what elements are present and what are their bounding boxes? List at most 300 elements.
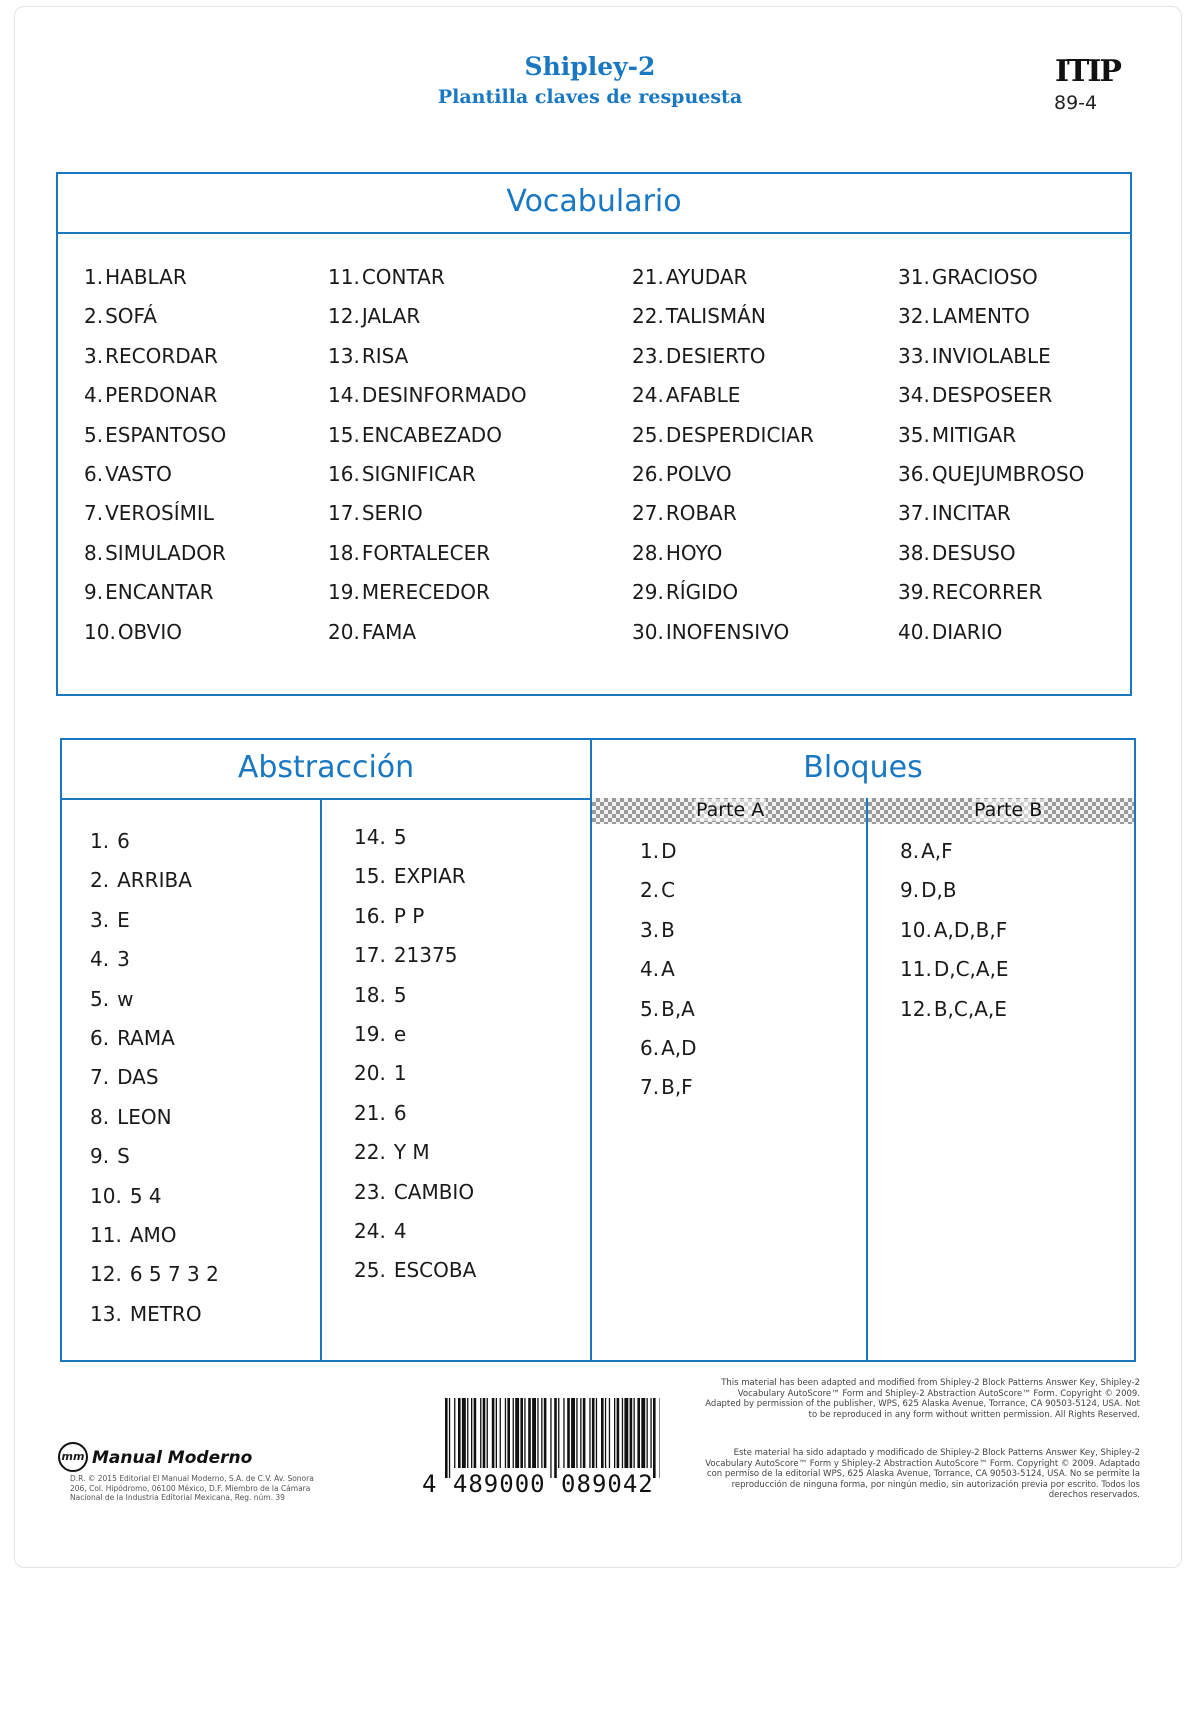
item-answer: B,A — [661, 996, 695, 1021]
item-number: 36. — [898, 462, 930, 487]
abstraccion-title: Abstracción — [237, 750, 415, 785]
item-answer: HABLAR — [105, 265, 187, 289]
item-number: 14. — [328, 383, 360, 408]
item-number: 17. — [328, 501, 360, 526]
item-answer: INCITAR — [931, 501, 1011, 526]
item-answer: FAMA — [361, 619, 417, 644]
item-answer: CAMBIO — [393, 1179, 475, 1204]
item-number: 13. — [328, 343, 360, 368]
item-number: 22. — [632, 304, 664, 329]
item-answer: RÍGIDO — [665, 580, 739, 605]
item-number: 10. — [84, 619, 116, 644]
item-answer: RISA — [361, 343, 409, 368]
list-item — [354, 818, 476, 857]
list-item — [328, 376, 527, 415]
parte-b-header — [868, 798, 1134, 824]
list-item — [632, 613, 814, 652]
barcode-bar — [505, 1398, 506, 1468]
item-answer: LAMENTO — [931, 304, 1030, 329]
list-item — [354, 897, 476, 936]
list-item — [84, 494, 226, 533]
list-item — [900, 832, 1009, 871]
item-answer: 5 — [393, 982, 407, 1007]
item-answer: B,C,A,E — [933, 996, 1007, 1021]
item-answer: E — [117, 907, 130, 932]
item-answer: INVIOLABLE — [931, 343, 1051, 368]
item-number: 20. — [354, 1061, 386, 1086]
barcode-bar — [583, 1398, 586, 1468]
barcode-bar — [592, 1398, 595, 1468]
item-number: 40. — [898, 619, 930, 644]
list-item — [328, 455, 527, 494]
parte-b-label: Parte B — [974, 799, 1043, 821]
barcode-bar — [507, 1398, 510, 1468]
item-number: 6. — [84, 462, 104, 487]
barcode-bar — [492, 1398, 495, 1468]
barcode-bar — [637, 1398, 640, 1468]
item-answer: ENCANTAR — [105, 580, 214, 605]
item-number: 16. — [354, 903, 386, 928]
list-item — [632, 573, 814, 612]
item-number: 38. — [898, 540, 930, 565]
item-number: 26. — [632, 462, 664, 487]
copyright-english: This material has been adapted and modified from Shipley-2 Block Patterns Answer Key, Shipley-2 Vocabulary AutoScore™ Form and Shipley-2 Abstraction AutoScore™ Form. Copyright © 2009. Adapted by permission of the publisher, WPS, 625 Alaska Avenue, Torrance, CA 90503-5124, USA. Not to be reproduced in any form without written permission. All Rights Reserved. — [705, 1378, 1140, 1420]
item-number: 24. — [354, 1219, 386, 1244]
barcode-bar — [641, 1398, 645, 1468]
item-answer: Y M — [393, 1140, 430, 1165]
item-answer: VASTO — [105, 462, 172, 487]
item-number: 14. — [354, 825, 386, 849]
barcode-bar — [541, 1398, 542, 1468]
list-item — [328, 613, 527, 652]
item-answer: VEROSÍMIL — [105, 501, 214, 526]
barcode-bar — [634, 1398, 635, 1468]
item-number: 7. — [90, 1065, 110, 1090]
barcode-bar — [650, 1398, 651, 1468]
list-item — [354, 1015, 476, 1054]
item-answer: e — [393, 1022, 407, 1047]
list-item — [354, 976, 476, 1015]
list-item — [900, 990, 1009, 1029]
item-answer: ENCABEZADO — [361, 422, 502, 447]
list-item — [90, 1019, 219, 1058]
list-item — [632, 416, 814, 455]
item-answer: A — [661, 957, 675, 982]
item-number: 21. — [354, 1100, 386, 1125]
item-number: 6. — [90, 1026, 110, 1051]
item-answer: METRO — [129, 1301, 202, 1326]
barcode-bar — [520, 1398, 523, 1468]
item-answer: DESINFORMADO — [361, 383, 527, 408]
item-number: 34. — [898, 383, 930, 408]
item-number: 23. — [632, 343, 664, 368]
list-item — [84, 613, 226, 652]
barcode-bar — [496, 1398, 497, 1468]
item-number: 15. — [328, 422, 360, 447]
item-answer: AMO — [129, 1223, 177, 1248]
item-number: 27. — [632, 501, 664, 526]
item-number: 15. — [354, 864, 386, 889]
barcode-bar — [483, 1398, 486, 1468]
list-item — [84, 297, 226, 336]
item-number: 23. — [354, 1179, 386, 1204]
item-number: 5. — [640, 996, 660, 1021]
list-item — [328, 534, 527, 573]
item-answer: D,C,A,E — [933, 957, 1009, 982]
item-number: 3. — [84, 343, 104, 368]
item-number: 22. — [354, 1140, 386, 1165]
list-item — [640, 911, 697, 950]
item-answer: 3 — [117, 947, 130, 972]
list-item — [898, 416, 1084, 455]
item-answer: ESCOBA — [393, 1258, 477, 1283]
item-answer: D,B — [921, 878, 957, 903]
list-item — [898, 337, 1084, 376]
item-answer: ROBAR — [665, 501, 737, 526]
list-item — [632, 494, 814, 533]
list-item — [354, 1212, 476, 1251]
item-answer: 5 — [393, 825, 407, 849]
list-item — [328, 297, 527, 336]
item-number: 12. — [900, 996, 932, 1021]
vocabulario-column-3 — [632, 258, 814, 652]
item-answer: FORTALECER — [361, 540, 491, 565]
item-answer: A,F — [921, 839, 953, 863]
barcode-bar — [458, 1398, 461, 1468]
barcode-bar — [617, 1398, 620, 1468]
item-number: 2. — [90, 868, 110, 893]
list-item — [640, 871, 697, 910]
barcode-bar — [576, 1398, 577, 1468]
item-number: 19. — [354, 1022, 386, 1047]
vocabulario-column-1 — [84, 258, 226, 652]
item-number: 3. — [640, 917, 660, 942]
item-answer: DESPERDICIAR — [665, 422, 814, 447]
item-number: 31. — [898, 265, 930, 289]
item-answer: DESPOSEER — [931, 383, 1053, 408]
list-item — [900, 950, 1009, 989]
item-number: 3. — [90, 907, 110, 932]
list-item — [328, 337, 527, 376]
barcode-bar — [513, 1398, 514, 1468]
item-answer: EXPIAR — [393, 864, 466, 889]
item-number: 11. — [90, 1223, 122, 1248]
item-number: 7. — [84, 501, 104, 526]
item-number: 2. — [640, 878, 660, 903]
item-number: 17. — [354, 943, 386, 968]
item-number: 4. — [84, 383, 104, 408]
barcode-bar — [614, 1398, 615, 1468]
list-item — [640, 832, 697, 871]
list-item — [898, 455, 1084, 494]
list-item — [90, 1295, 219, 1334]
list-item — [354, 936, 476, 975]
abstraccion-bloques-section — [60, 738, 1136, 1362]
item-answer: SOFÁ — [105, 304, 157, 329]
list-item — [90, 1216, 219, 1255]
item-number: 25. — [354, 1258, 386, 1283]
barcode-bar — [589, 1398, 590, 1468]
item-number: 37. — [898, 501, 930, 526]
item-number: 12. — [328, 304, 360, 329]
item-answer: RECORRER — [931, 580, 1043, 605]
item-answer: TALISMÁN — [665, 304, 766, 329]
item-answer: P P — [393, 903, 425, 928]
list-item — [632, 258, 814, 297]
page-subtitle: Plantilla claves de respuesta — [437, 86, 743, 108]
bloques-parte-b-list — [900, 832, 1009, 1029]
barcode-bar — [571, 1398, 575, 1468]
bloques-title: Bloques — [803, 750, 923, 785]
list-item — [328, 258, 527, 297]
list-item — [84, 337, 226, 376]
list-item — [90, 1098, 219, 1137]
vocabulario-title: Vocabulario — [506, 184, 682, 219]
item-number: 1. — [90, 829, 110, 853]
list-item — [90, 901, 219, 940]
barcode-bar — [532, 1398, 536, 1468]
item-number: 35. — [898, 422, 930, 447]
barcode-bar — [524, 1398, 525, 1468]
list-item — [898, 376, 1084, 415]
item-number: 25. — [632, 422, 664, 447]
item-answer: 5 4 — [129, 1183, 162, 1208]
list-item — [632, 455, 814, 494]
item-answer: CONTAR — [361, 265, 445, 289]
item-answer: S — [117, 1144, 130, 1169]
list-item — [90, 1177, 219, 1216]
item-answer: DAS — [117, 1065, 159, 1090]
list-item — [90, 1137, 219, 1176]
list-item — [90, 822, 219, 861]
publisher-logo-icon: mm — [58, 1442, 88, 1472]
list-item — [84, 258, 226, 297]
item-answer: JALAR — [361, 304, 421, 329]
barcode-bar — [653, 1398, 656, 1478]
barcode-bar — [487, 1398, 488, 1468]
list-item — [900, 871, 1009, 910]
item-answer: DESIERTO — [665, 343, 766, 368]
barcode-bar — [544, 1398, 547, 1468]
item-number: 7. — [640, 1075, 660, 1100]
barcode-bar — [605, 1398, 606, 1468]
page-title: Shipley-2 — [524, 52, 656, 81]
item-answer: GRACIOSO — [931, 265, 1038, 289]
item-number: 28. — [632, 540, 664, 565]
barcode-bar — [622, 1398, 623, 1468]
barcode-bar — [454, 1398, 455, 1468]
divider — [866, 800, 868, 1360]
list-item — [898, 258, 1084, 297]
list-item — [354, 1251, 476, 1290]
item-answer: ESPANTOSO — [105, 422, 227, 447]
item-number: 39. — [898, 580, 930, 605]
barcode-bar — [630, 1398, 633, 1468]
bloques-parte-a-list — [640, 832, 697, 1108]
divider — [320, 800, 322, 1360]
item-number: 30. — [632, 619, 664, 644]
barcode-bar — [563, 1398, 564, 1468]
item-number: 29. — [632, 580, 664, 605]
barcode-bar — [580, 1398, 581, 1468]
list-item — [898, 613, 1084, 652]
item-number: 10. — [90, 1183, 122, 1208]
list-item — [328, 416, 527, 455]
list-item — [898, 573, 1084, 612]
item-number: 9. — [84, 580, 104, 605]
barcode-bar — [528, 1398, 531, 1468]
item-number: 12. — [90, 1262, 122, 1287]
item-number: 33. — [898, 343, 930, 368]
item-answer: RAMA — [117, 1026, 175, 1051]
list-item — [84, 455, 226, 494]
item-answer: B — [661, 917, 675, 942]
list-item — [84, 376, 226, 415]
abstraccion-column-2 — [354, 818, 476, 1291]
item-answer: D — [661, 839, 677, 863]
item-answer: SIGNIFICAR — [361, 462, 476, 487]
publisher-fine-print: D.R. © 2015 Editorial El Manual Moderno, S.A. de C.V. Av. Sonora 206, Col. Hipódromo, 06100 México, D.F. Miembro de la Cámara Nacional de la Industria Editorial Mexicana, Reg. núm. 39 — [70, 1474, 314, 1502]
barcode-bar — [660, 1398, 661, 1478]
vocabulario-column-2 — [328, 258, 527, 652]
item-number: 18. — [328, 540, 360, 565]
list-item — [354, 1054, 476, 1093]
item-number: 10. — [900, 917, 932, 942]
list-item — [632, 534, 814, 573]
barcode-bar — [596, 1398, 597, 1468]
item-answer: w — [117, 986, 134, 1011]
barcode-bar — [515, 1398, 519, 1468]
item-number: 1. — [640, 839, 660, 863]
item-number: 20. — [328, 619, 360, 644]
item-number: 21. — [632, 265, 664, 289]
item-number: 1. — [84, 265, 104, 289]
item-answer: ARRIBA — [117, 868, 192, 893]
publisher-mark-icon: ITIP — [1055, 54, 1120, 89]
barcode-bar — [467, 1398, 468, 1468]
item-answer: RECORDAR — [105, 343, 218, 368]
barcode-bar — [567, 1398, 570, 1468]
list-item — [328, 573, 527, 612]
list-item — [90, 861, 219, 900]
item-answer: A,D,B,F — [933, 917, 1008, 942]
list-item — [898, 297, 1084, 336]
barcode-bar — [462, 1398, 466, 1468]
item-answer: PERDONAR — [105, 383, 218, 408]
barcode-bar — [558, 1398, 559, 1468]
item-number: 16. — [328, 462, 360, 487]
item-answer: 4 — [393, 1219, 407, 1244]
item-answer: POLVO — [665, 462, 732, 487]
item-number: 4. — [640, 957, 660, 982]
barcode-bar — [609, 1398, 610, 1468]
item-answer: MERECEDOR — [361, 580, 490, 605]
item-answer: 6 — [393, 1100, 407, 1125]
list-item — [354, 1094, 476, 1133]
barcode-bar — [474, 1398, 477, 1468]
item-answer: QUEJUMBROSO — [931, 462, 1085, 487]
item-answer: A,D — [661, 1036, 697, 1061]
item-answer: DESUSO — [931, 540, 1016, 565]
list-item — [90, 980, 219, 1019]
item-number: 18. — [354, 982, 386, 1007]
list-item — [640, 1029, 697, 1068]
abstraccion-column-1 — [90, 822, 219, 1334]
form-code: 89-4 — [1054, 92, 1098, 114]
parte-a-header — [592, 798, 866, 824]
vocabulario-section — [56, 172, 1132, 696]
item-number: 11. — [900, 957, 932, 982]
list-item — [640, 950, 697, 989]
list-item — [84, 416, 226, 455]
list-item — [640, 990, 697, 1029]
item-number: 13. — [90, 1301, 122, 1326]
copyright-spanish: Este material ha sido adaptado y modificado de Shipley-2 Block Patterns Answer Key, Shipley-2 Vocabulary AutoScore™ Form y Shipley-2 Abstraction AutoScore™ Form. Copyright © 2009. Adaptado con permiso de la editorial WPS, 625 Alaska Avenue, Torrance, CA 90503-5124, USA. No se permite la reproducción de ninguna forma, por ningún medio, sin autorización previa por escrito. Todos los derechos reservados. — [705, 1448, 1140, 1500]
item-answer: SERIO — [361, 501, 423, 526]
item-answer: C — [661, 878, 676, 903]
item-answer: OBVIO — [117, 619, 182, 644]
list-item — [900, 911, 1009, 950]
item-number: 9. — [900, 878, 920, 903]
item-answer: 6 — [117, 829, 130, 853]
item-number: 4. — [90, 947, 110, 972]
item-answer: LEON — [117, 1104, 172, 1129]
barcode-number: 4 489000 089042 — [422, 1470, 654, 1498]
parte-a-label: Parte A — [696, 799, 765, 821]
item-number: 8. — [90, 1104, 110, 1129]
barcode-bar — [480, 1398, 481, 1468]
list-item — [90, 940, 219, 979]
list-item — [898, 534, 1084, 573]
item-number: 8. — [84, 540, 104, 565]
barcode-bar — [624, 1398, 628, 1468]
barcode-bar — [471, 1398, 472, 1468]
item-answer: MITIGAR — [931, 422, 1017, 447]
list-item — [354, 1173, 476, 1212]
list-item — [354, 1133, 476, 1172]
item-number: 11. — [328, 265, 360, 289]
item-answer: DIARIO — [931, 619, 1003, 644]
item-number: 5. — [84, 422, 104, 447]
item-answer: B,F — [661, 1075, 693, 1100]
list-item — [90, 1058, 219, 1097]
item-number: 9. — [90, 1144, 110, 1169]
list-item — [898, 494, 1084, 533]
barcode-bar — [500, 1398, 501, 1468]
barcode-bar — [449, 1398, 450, 1478]
list-item — [328, 494, 527, 533]
barcode-bar — [647, 1398, 648, 1468]
list-item — [632, 376, 814, 415]
barcode-bar — [550, 1398, 551, 1478]
item-answer: SIMULADOR — [105, 540, 226, 565]
list-item — [84, 573, 226, 612]
item-answer: AYUDAR — [665, 265, 748, 289]
item-answer: 1 — [393, 1061, 407, 1086]
item-answer: AFABLE — [665, 383, 741, 408]
list-item — [90, 1255, 219, 1294]
item-number: 19. — [328, 580, 360, 605]
divider — [590, 740, 592, 1360]
list-item — [632, 337, 814, 376]
list-item — [640, 1068, 697, 1107]
item-number: 24. — [632, 383, 664, 408]
barcode-bar — [537, 1398, 538, 1468]
item-answer: 21375 — [393, 943, 458, 968]
item-answer: INOFENSIVO — [665, 619, 790, 644]
item-number: 32. — [898, 304, 930, 329]
list-item — [84, 534, 226, 573]
